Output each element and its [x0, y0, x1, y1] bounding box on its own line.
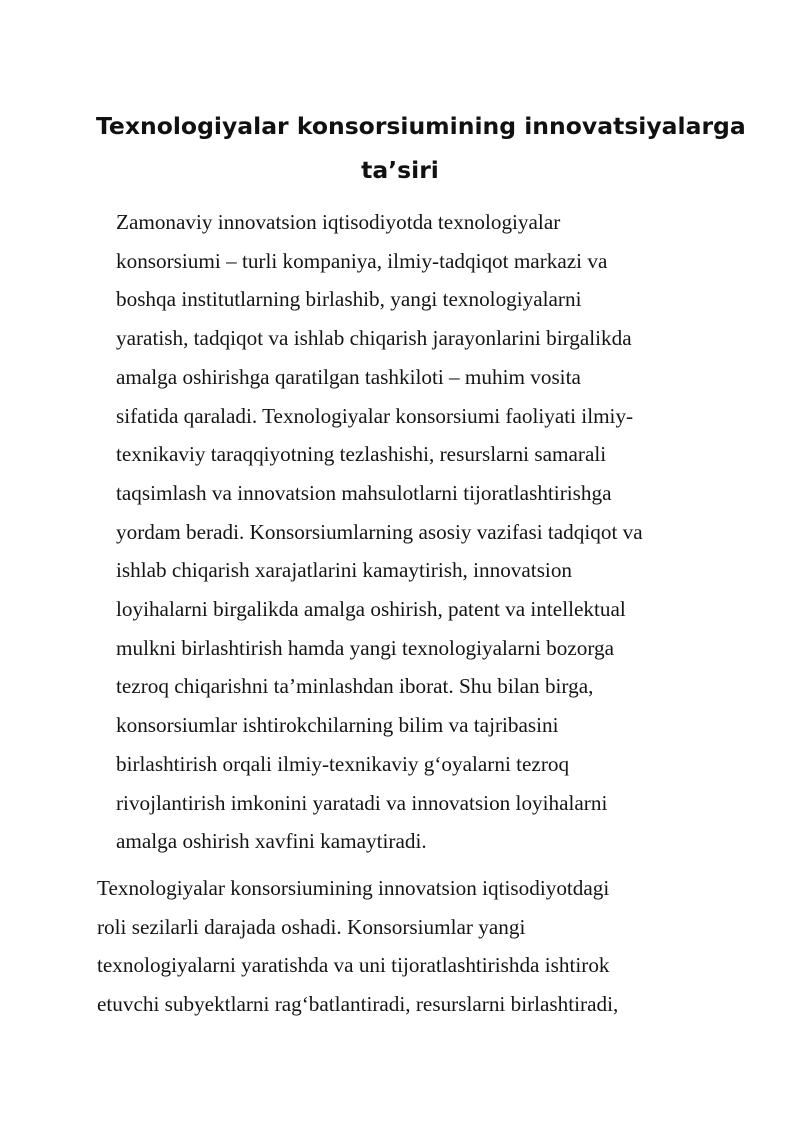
document-body: [97, 203, 712, 1024]
text-line: ishlab chiqarish xarajatlarini kamaytirish, innovatsion: [116, 558, 573, 583]
text-line: etuvchi subyektlarni rag‘batlantiradi, resurslarni birlashtiradi,: [97, 992, 619, 1017]
text-line: boshqa institutlarning birlashib, yangi texnologiyalarni: [116, 287, 582, 312]
text-line: texnologiyalarni yaratishda va uni tijoratlashtirishda ishtirok: [97, 953, 610, 978]
text-line: birlashtirish orqali ilmiy-texnikaviy g‘oyalarni tezroq: [116, 751, 570, 776]
text-line: texnikaviy taraqqiyotning tezlashishi, resurslarni samarali: [116, 442, 607, 467]
text-line: Texnologiyalar konsorsiumining innovatsion iqtisodiyotdagi: [97, 875, 610, 900]
text-line: tezroq chiqarishni ta’minlashdan iborat. Shu bilan birga,: [116, 674, 594, 699]
text-line: loyihalarni birgalikda amalga oshirish, patent va intellektual: [116, 597, 626, 622]
document-title: [96, 104, 746, 192]
text-line: rivojlantirish imkonini yaratadi va innovatsion loyihalarni: [116, 790, 608, 815]
paragraph: [97, 203, 712, 861]
text-line: sifatida qaraladi. Texnologiyalar konsorsiumi faoliyati ilmiy-: [116, 403, 634, 428]
text-line: amalga oshirish xavfini kamaytiradi.: [116, 829, 427, 854]
title-line: Texnologiyalar konsorsiumining innovatsiyalarga: [96, 112, 746, 140]
text-line: yordam beradi. Konsorsiumlarning asosiy vazifasi tadqiqot va: [116, 519, 643, 544]
text-line: yaratish, tadqiqot va ishlab chiqarish jarayonlarini birgalikda: [116, 326, 632, 351]
text-line: Zamonaviy innovatsion iqtisodiyotda texnologiyalar: [116, 210, 561, 234]
paragraph: [97, 869, 712, 1024]
text-line: mulkni birlashtirish hamda yangi texnologiyalarni bozorga: [116, 635, 614, 660]
text-line: taqsimlash va innovatsion mahsulotlarni tijoratlashtirishga: [116, 480, 612, 505]
text-line: konsorsiumi – turli kompaniya, ilmiy-tadqiqot markazi va: [116, 248, 608, 273]
text-line: roli sezilarli darajada oshadi. Konsorsiumlar yangi: [97, 914, 526, 939]
text-line: konsorsiumlar ishtirokchilarning bilim va tajribasini: [116, 713, 559, 738]
title-line: ta’siri: [361, 156, 439, 184]
text-line: amalga oshirishga qaratilgan tashkiloti – muhim vosita: [116, 364, 581, 389]
